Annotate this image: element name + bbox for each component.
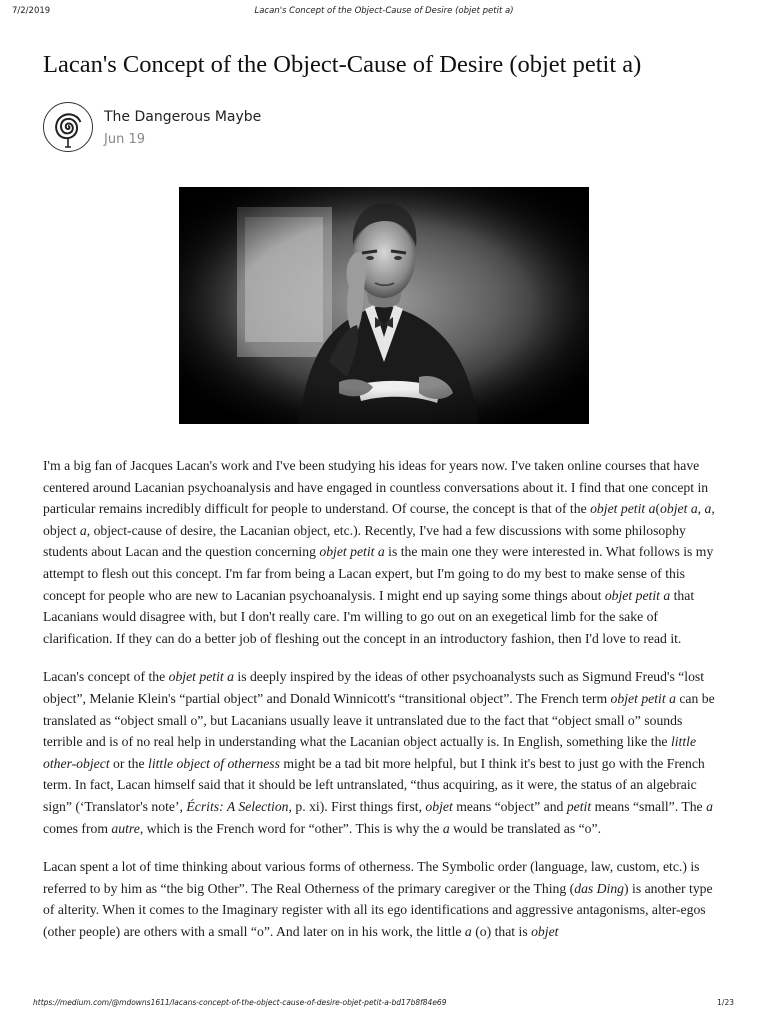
italic-term: a bbox=[704, 501, 712, 517]
author-name[interactable]: The Dangerous Maybe bbox=[104, 109, 262, 125]
italic-term: a bbox=[79, 522, 87, 538]
italic-term: objet petit a bbox=[168, 669, 234, 685]
paragraph: I'm a big fan of Jacques Lacan's work and I've been studying his ideas for years now. I've taken online courses that have centered around Lacanian psychoanalysis and have engaged in countless conversations about it. I find that one concept in particular remains incredibly difficult for people to understand. Of course, the concept is that of the objet petit a(objet a, a, object a, object-cause of desire, the Lacanian object, etc.). Recently, I've had a few discussions with some philosophy students about Lacan and the question concerning objet petit a is the main one they were interested in. What follows is my attempt to flesh out this concept. I'm far from being a Lacan expert, but I'm going to do my best to make sense of this concept for people who are new to Lacanian psychoanalysis. I might end up saying some things about objet petit a that Lacanians would disagree with, but I don't really care. I'm willing to go out on an exegetical limb for the sake of clarification. If they can do a better job of fleshing out the concept in an introductory fashion, then I'd love to read it. bbox=[43, 458, 715, 646]
print-footer bbox=[33, 998, 734, 1010]
paragraph: Lacan's concept of the objet petit a is deeply inspired by the ideas of other psychoanalysts such as Sigmund Freud's “lost object”, Melanie Klein's “partial object” and Donald Winnicott's “transitional object”. The French term objet petit a can be translated as “object small o”, but Lacanians usually leave it untranslated due to the fact that “object small o” sounds terrible and is of no real help in understanding what the Lacanian object actually is. In English, something like the little other-object or the little object of otherness might be a tad bit more helpful, but I think it's best to just go with the French term. In fact, Lacan himself said that it should be left untranslated, “thus acquiring, as it were, the status of an algebraic sign” (‘Translator's note’, Écrits: A Selection, p. xi). First things first, objet means “object” and petit means “small”. The a comes from autre, which is the French word for “other”. This is why the a would be translated as “o”. bbox=[43, 669, 715, 836]
avatar[interactable] bbox=[43, 102, 93, 152]
italic-term: autre bbox=[111, 820, 140, 836]
italic-term: petit bbox=[566, 798, 592, 814]
article-photo bbox=[179, 187, 589, 424]
italic-term: a bbox=[442, 820, 450, 836]
article-title: Lacan's Concept of the Object-Cause of Desire (objet petit a) bbox=[43, 51, 642, 78]
italic-term: objet bbox=[425, 798, 453, 814]
page-number: 1/23 bbox=[717, 998, 734, 1007]
italic-term: das Ding bbox=[574, 880, 625, 896]
print-date: 7/2/2019 bbox=[12, 6, 51, 16]
article-body bbox=[43, 455, 723, 959]
print-header bbox=[12, 6, 756, 20]
italic-term: objet a bbox=[660, 501, 698, 517]
italic-term: Écrits: A Selection bbox=[186, 798, 289, 814]
italic-term: a bbox=[464, 923, 472, 939]
post-date: Jun 19 bbox=[104, 132, 145, 147]
portrait-illustration bbox=[179, 187, 589, 424]
italic-term: a bbox=[706, 798, 713, 814]
author-block bbox=[43, 100, 543, 160]
italic-term: objet petit a bbox=[319, 544, 385, 560]
italic-term: objet petit a bbox=[610, 690, 676, 706]
italic-term: objet petit a bbox=[590, 501, 656, 517]
italic-term: little other-object bbox=[43, 734, 697, 771]
italic-term: objet bbox=[531, 923, 559, 939]
spiral-icon bbox=[44, 103, 92, 151]
italic-term: little object of otherness bbox=[148, 755, 280, 771]
italic-term: objet petit a bbox=[604, 587, 671, 603]
print-title: Lacan's Concept of the Object-Cause of Desire (objet petit a) bbox=[254, 6, 514, 16]
print-url[interactable]: https://medium.com/@mdowns1611/lacans-concept-of-the-object-cause-of-desire-objet-petit-a-bd17b8f84e69 bbox=[33, 998, 447, 1007]
paragraph: Lacan spent a lot of time thinking about various forms of otherness. The Symbolic order (language, law, custom, etc.) is referred to by him as “the big Other”. The Real Otherness of the primary caregiver or the Thing (das Ding) is another type of alterity. When it comes to the Imaginary register with all its ego identifications and aggressive antagonisms, alter-egos (other people) are others with a small “o”. And later on in his work, the little a (o) that is objet bbox=[43, 859, 713, 939]
